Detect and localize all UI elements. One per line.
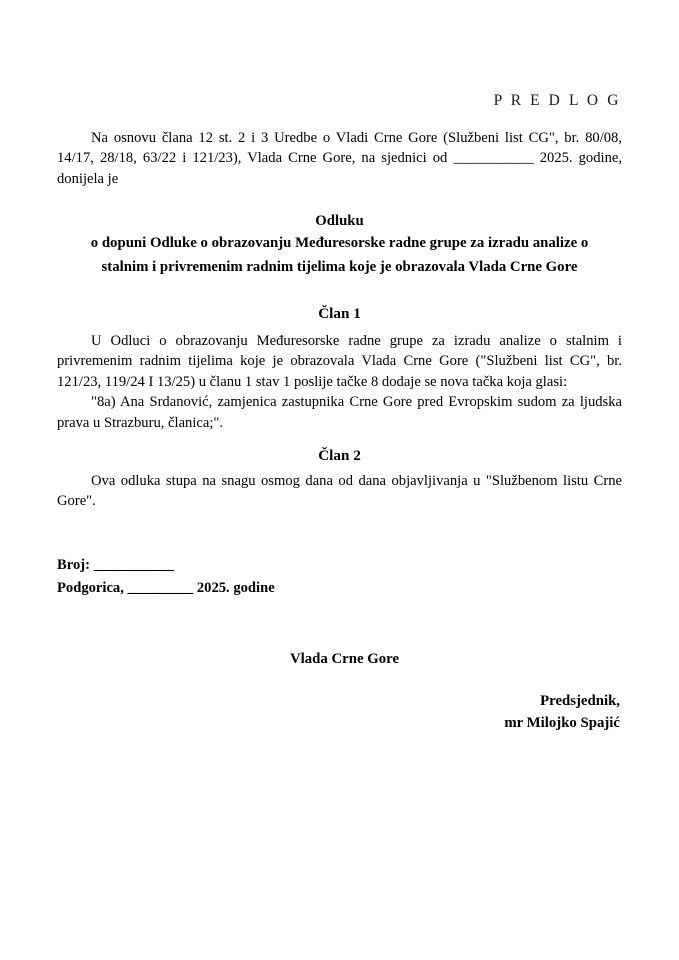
act-title-block: [57, 211, 622, 279]
article-1-heading: Član 1: [318, 304, 361, 322]
article-1-body: U Odluci o obrazovanju Međuresorske radne grupe za izradu analize o stalnim i privremenim radnim tijelima koje je obrazovala Vlada Crne Gore ("Službeni list CG", br. 121/23, 119/24 I 13/25) u članu 1 stav 1 poslije tačke 8 dodaje se nova tačka koja glasi:: [57, 332, 622, 390]
article-2-heading: Član 2: [318, 447, 361, 465]
signer-name: mr Milojko Spajić: [504, 715, 620, 732]
place-date-line: Podgorica, _________ 2025. godine: [57, 579, 275, 596]
reference-block: [57, 554, 622, 599]
signer-block: [57, 690, 622, 734]
article-1-quote: "8a) Ana Srdanović, zamjenica zastupnika Crne Gore pred Evropskim sudom za ljudska prava u Strazburu, članica;".: [57, 394, 622, 431]
government-name: Vlada Crne Gore: [289, 651, 400, 668]
document-header-label: P R E D L O G: [493, 92, 621, 109]
intro-paragraph: Na osnovu člana 12 st. 2 i 3 Uredbe o Vladi Crne Gore (Službeni list CG", br. 80/08, 14/17, 28/18, 63/22 i 121/23), Vlada Crne Gore, na sjednici od ___________ 2025. godine, donijela je: [57, 130, 622, 187]
act-type: Odluku: [315, 213, 364, 230]
signer-title: Predsjednik,: [540, 693, 620, 710]
act-title-line-1: o dopuni Odluke o obrazovanju Međuresorske radne grupe za izradu analize o: [90, 235, 589, 252]
act-title-line-2: stalnim i privremenim radnim tijelima koje je obrazovala Vlada Crne Gore: [101, 259, 578, 276]
document-number-line: Broj: ___________: [57, 556, 174, 573]
article-2-body: Ova odluka stupa na snagu osmog dana od dana objavljivanja u "Službenom listu Crne Gore".: [57, 473, 622, 510]
